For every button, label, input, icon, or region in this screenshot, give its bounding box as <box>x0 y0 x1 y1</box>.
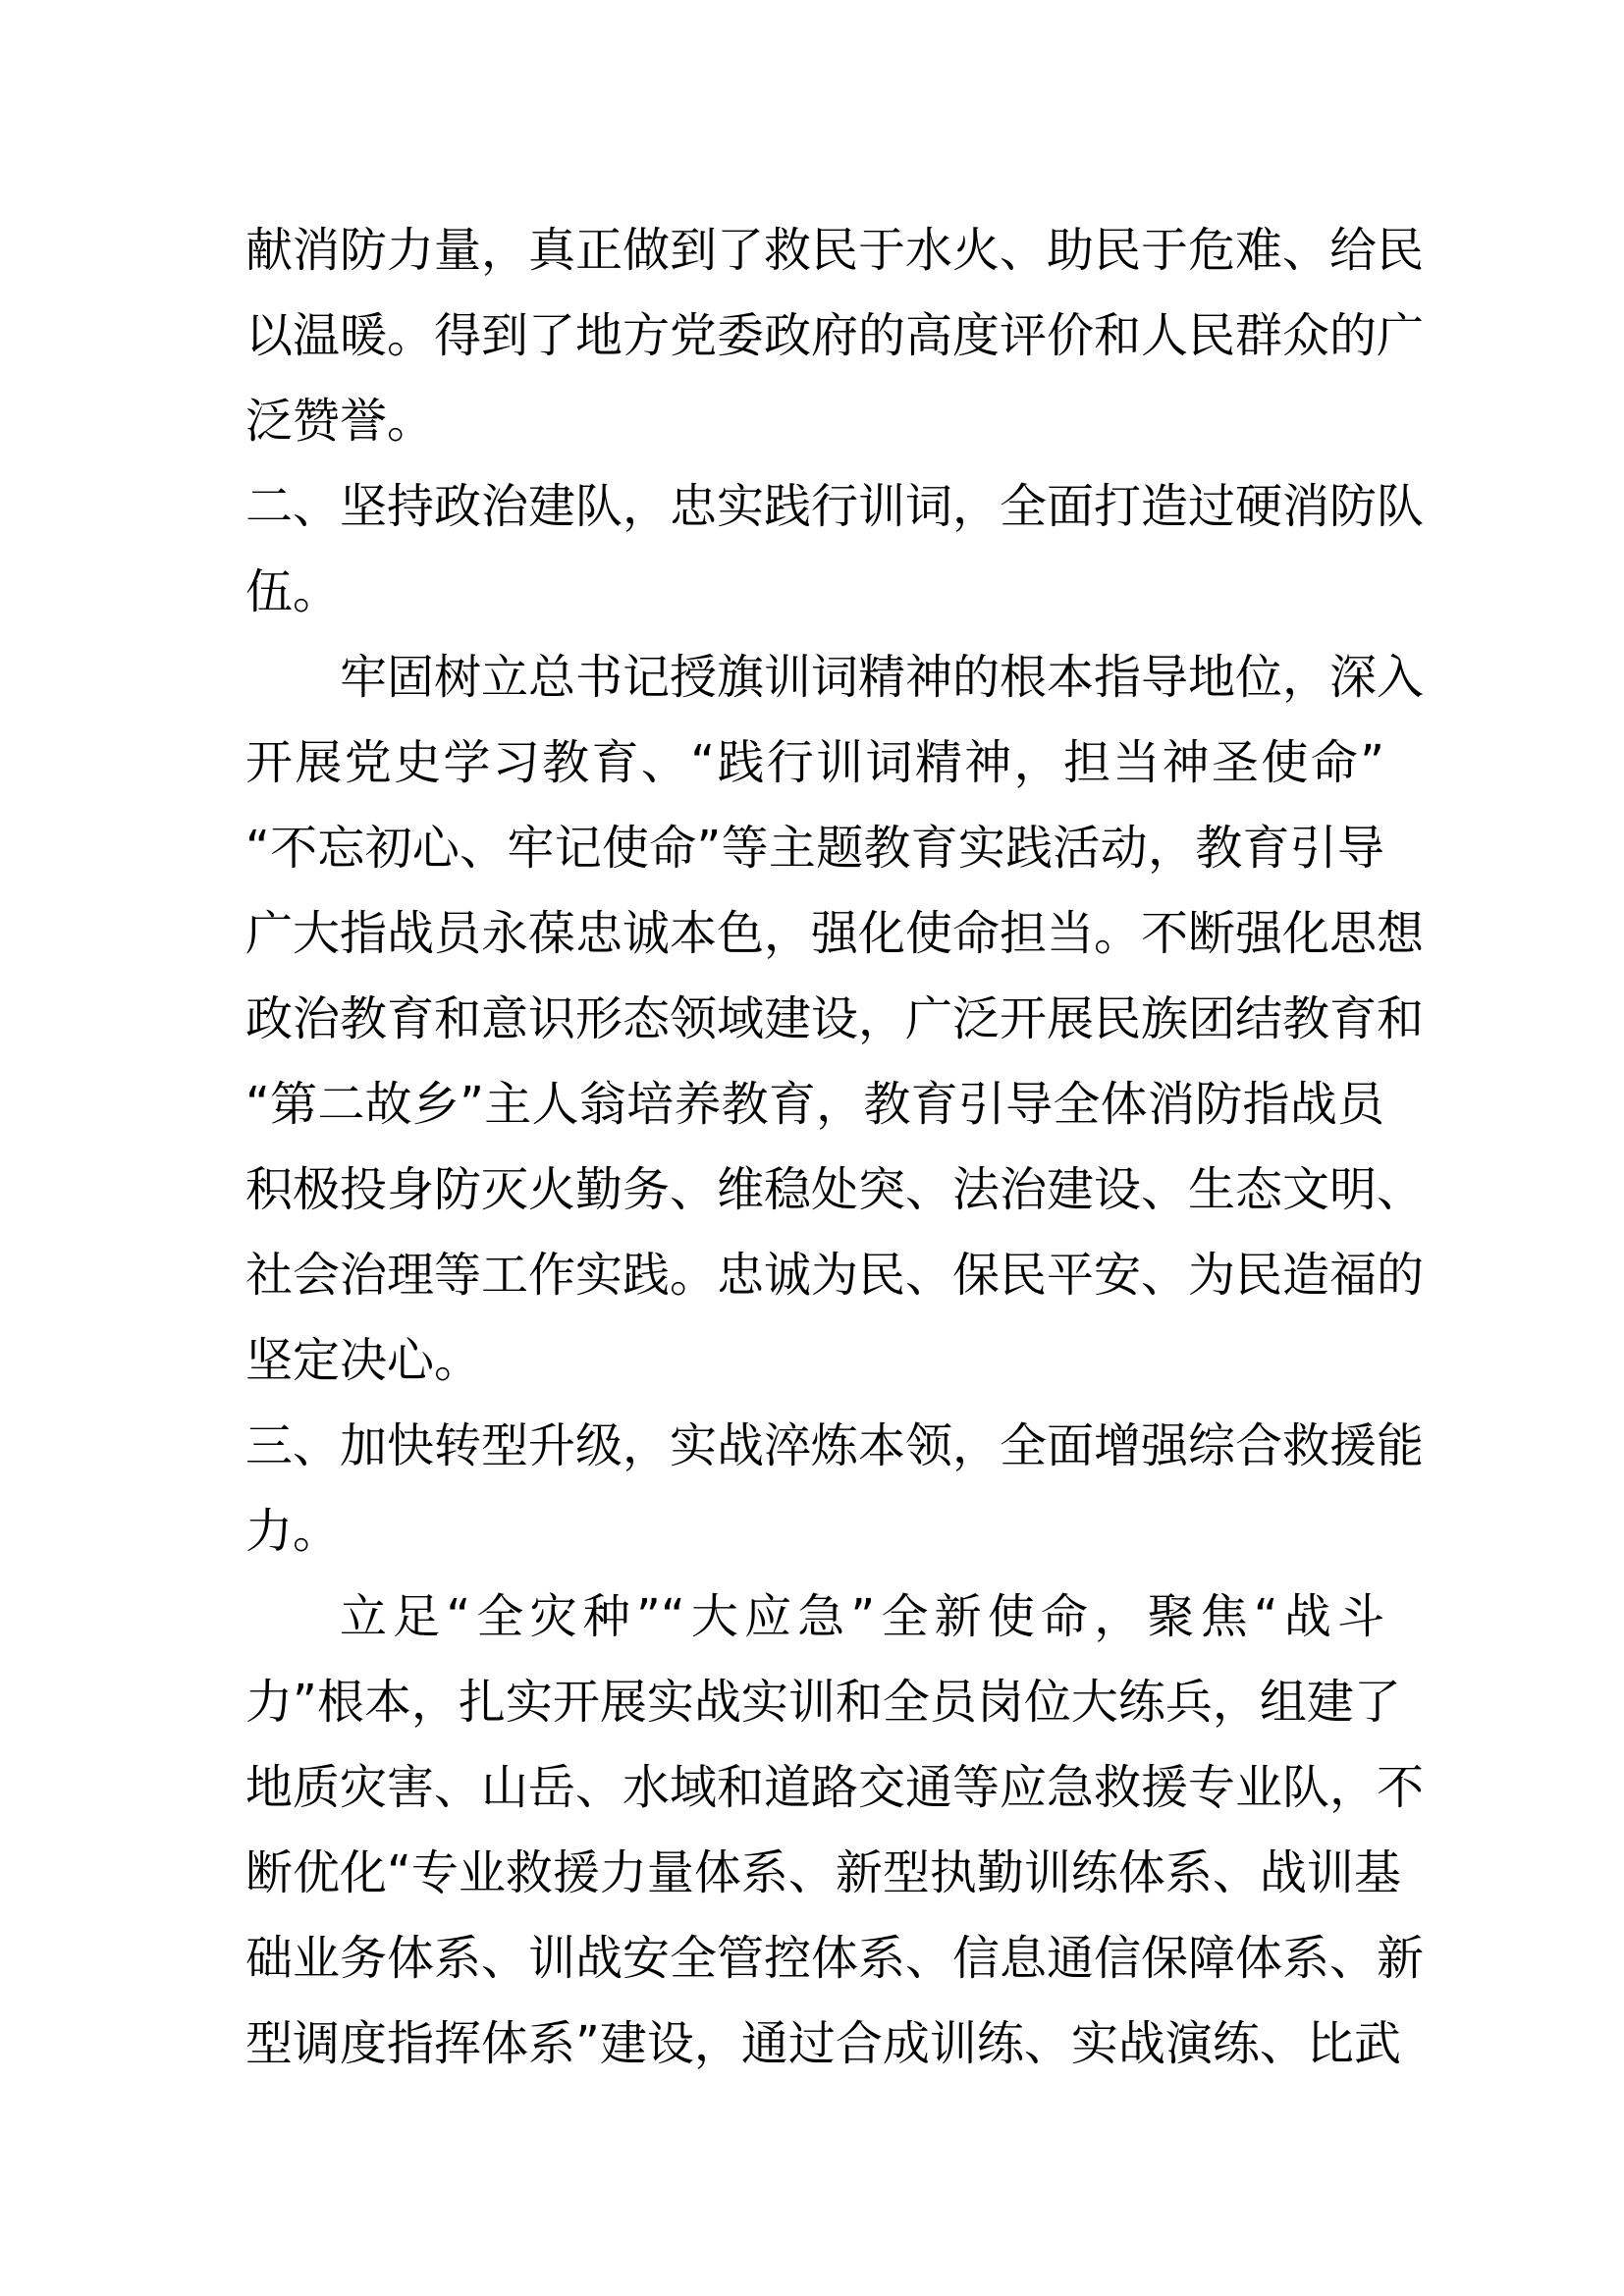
paragraph-line: 型调度指挥体系”建设，通过合成训练、实战演练、比武 <box>245 2016 1401 2071</box>
paragraph-line: 开展党史学习教育、“践行训词精神，担当神圣使命” <box>245 735 1384 790</box>
section-heading-2: 二、坚持政治建队，忠实践行训词，全面打造过硬消防队 <box>245 479 1425 534</box>
paragraph-line: 坚定决心。 <box>245 1333 482 1388</box>
paragraph-line: 泛赞誉。 <box>245 394 435 449</box>
paragraph-line: 广大指战员永葆忠诚本色，强化使命担当。不断强化思想 <box>245 906 1425 961</box>
paragraph-line: 础业务体系、训战安全管控体系、信息通信保障体系、新 <box>245 1931 1425 1986</box>
paragraph-line: 社会治理等工作实践。忠诚为民、保民平安、为民造福的 <box>245 1248 1425 1303</box>
paragraph-line: 立足“全灾种”“大应急”全新使命，聚焦“战斗 <box>340 1589 1384 1644</box>
paragraph-line: 以温暖。得到了地方党委政府的高度评价和人民群众的广 <box>245 308 1425 363</box>
paragraph-line: 地质灾害、山岳、水域和道路交通等应急救援专业队，不 <box>245 1760 1425 1815</box>
paragraph-line: “第二故乡”主人翁培养教育，教育引导全体消防指战员 <box>245 1077 1384 1132</box>
paragraph-line: 政治教育和意识形态领域建设，广泛开展民族团结教育和 <box>245 991 1425 1046</box>
section-heading-3: 三、加快转型升级，实战淬炼本领，全面增强综合救援能 <box>245 1418 1425 1473</box>
paragraph-line: 力”根本，扎实开展实战实训和全员岗位大练兵，组建了 <box>245 1675 1401 1730</box>
paragraph-line: 牢固树立总书记授旗训词精神的根本指导地位，深入 <box>340 650 1425 705</box>
paragraph-line: 断优化“专业救援力量体系、新型执勤训练体系、战训基 <box>245 1845 1401 1900</box>
paragraph-line: 积极投身防灭火勤务、维稳处突、法治建设、生态文明、 <box>245 1162 1425 1217</box>
paragraph-line: 献消防力量，真正做到了救民于水火、助民于危难、给民 <box>245 223 1425 278</box>
section-heading-3-end: 力。 <box>245 1504 341 1559</box>
section-heading-2-end: 伍。 <box>245 564 341 619</box>
paragraph-line: “不忘初心、牢记使命”等主题教育实践活动，教育引导 <box>245 821 1384 876</box>
document-body <box>245 208 1425 2087</box>
